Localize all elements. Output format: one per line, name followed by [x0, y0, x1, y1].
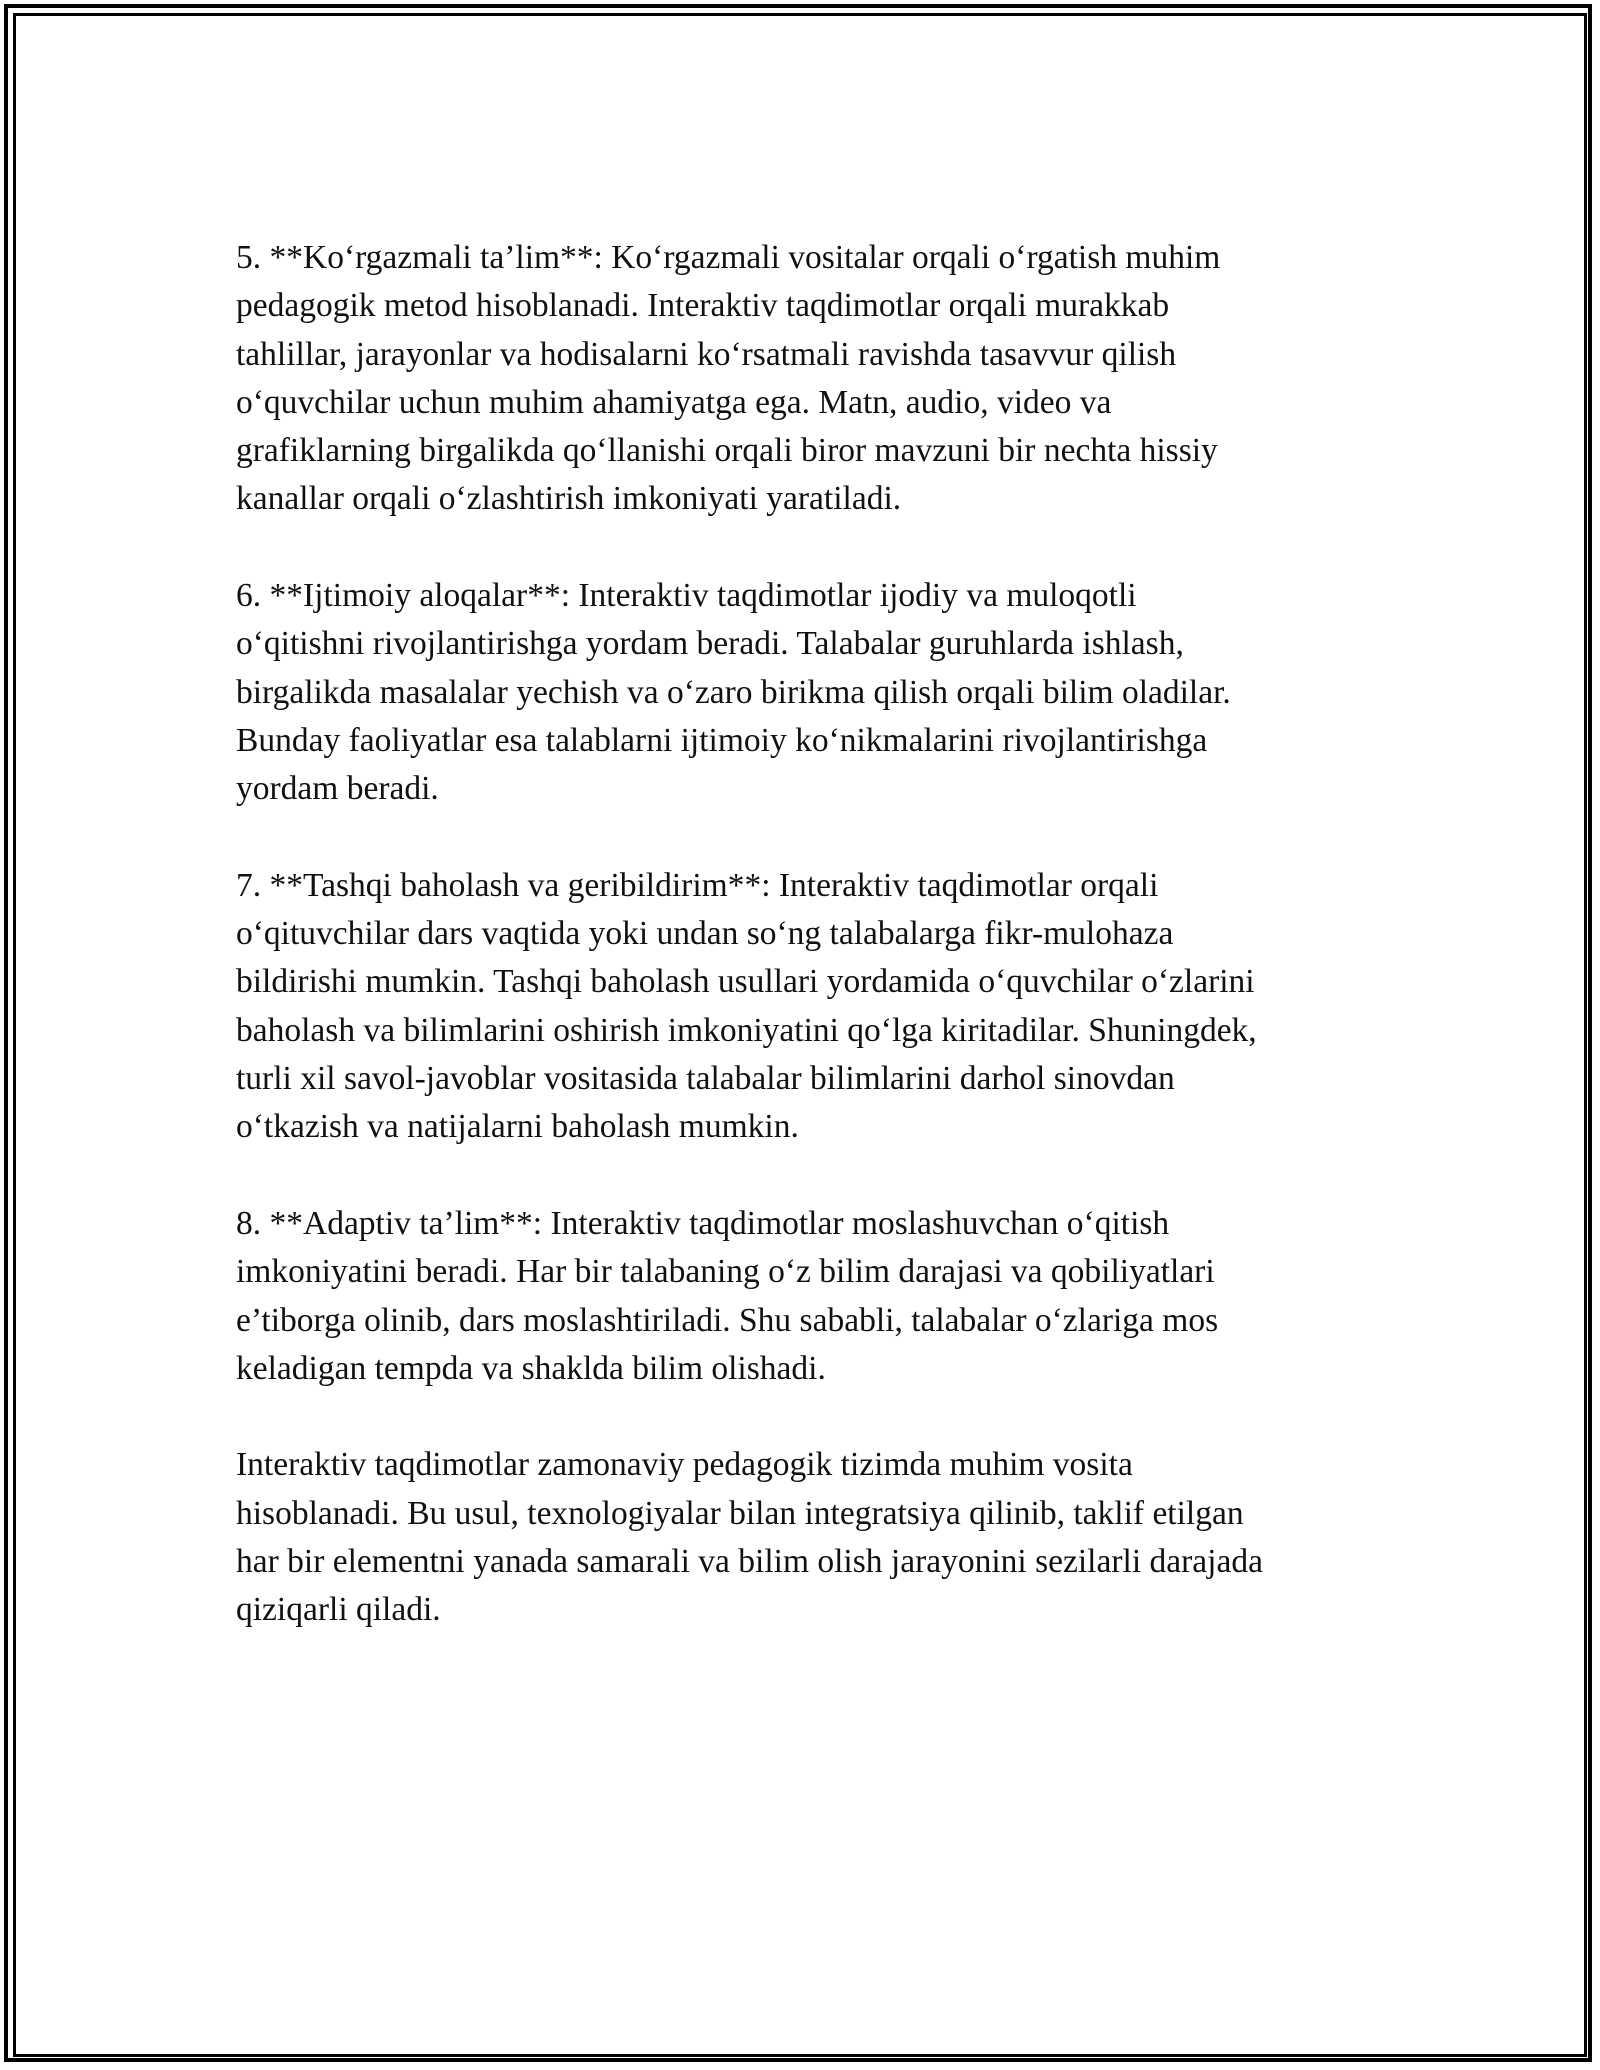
paragraph-visual-learning: 5. **Ko‘rgazmali ta’lim**: Ko‘rgazmali vositalar orqali o‘rgatish muhim pedagogik metod hisoblanadi. Interaktiv taqdimotlar orqali murakkab tahlillar, jarayonlar va hodisalarni ko‘rsatmali ravishda tasavvur qilish o‘quvchilar uchun muhim ahamiyatga ega. Matn, audio, video va grafiklarning birgalikda qo‘llanishi orqali biror mavzuni bir nechta hissiy kanallar orqali o‘zlashtirish imkoniyati yaratiladi. [236, 239, 1221, 518]
paragraph-external-assessment: 7. **Tashqi baholash va geribildirim**: Interaktiv taqdimotlar orqali o‘qituvchilar dars vaqtida yoki undan so‘ng talabalarga fikr-mulohaza bildirishi mumkin. Tashqi baholash usullari yordamida o‘quvchilar o‘zlarini baholash va bilimlarini oshirish imkoniyatini qo‘lga kiritadilar. Shuningdek, turli xil savol-javoblar vositasida talabalar bilimlarini darhol sinovdan o‘tkazish va natijalarni baholash mumkin. [236, 866, 1257, 1146]
document-body [236, 234, 1376, 1683]
paragraph-adaptive-learning: 8. **Adaptiv ta’lim**: Interaktiv taqdimotlar moslashuvchan o‘qitish imkoniyatini beradi. Har bir talabaning o‘z bilim darajasi va qobiliyatlari e’tiborga olinib, dars moslashtiriladi. Shu sababli, talabalar o‘zlariga mos keladigan tempda va shaklda bilim olishadi. [236, 1204, 1219, 1387]
paragraph-social-connections: 6. **Ijtimoiy aloqalar**: Interaktiv taqdimotlar ijodiy va muloqotli o‘qitishni rivojlantirishga yordam beradi. Talabalar guruhlarda ishlash, birgalikda masalalar yechish va o‘zaro birikma qilish orqali bilim oladilar. Bunday faoliyatlar esa talablarni ijtimoiy ko‘nikmalarini rivojlantirishga yordam beradi. [236, 577, 1231, 808]
paragraph-conclusion: Interaktiv taqdimotlar zamonaviy pedagogik tizimda muhim vosita hisoblanadi. Bu usul, texnologiyalar bilan integratsiya qilinib, taklif etilgan har bir elementni yanada samarali va bilim olish jarayonini sezilarli darajada qiziqarli qiladi. [236, 1446, 1263, 1629]
